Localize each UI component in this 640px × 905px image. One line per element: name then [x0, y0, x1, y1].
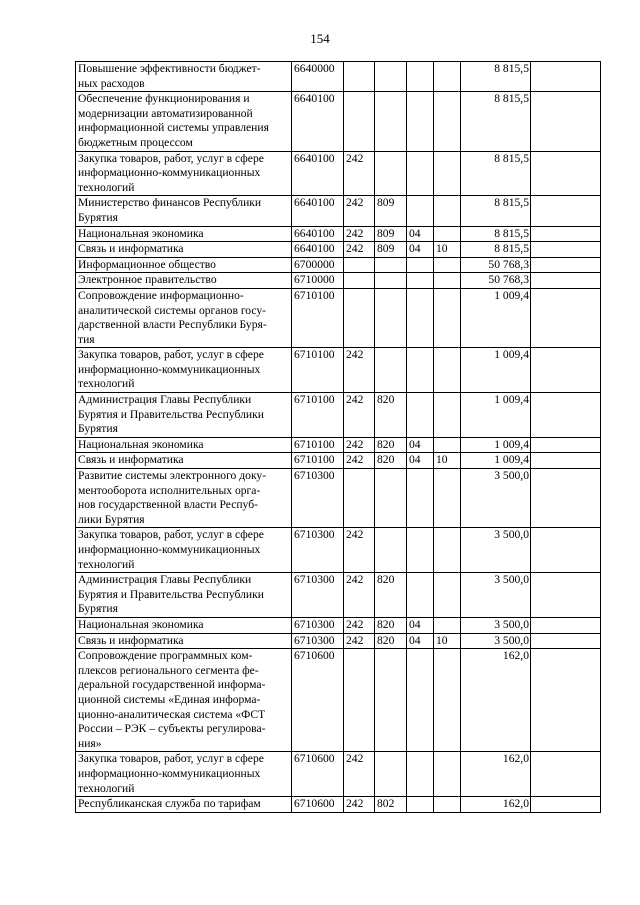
row-name-cell: Национальная экономика — [76, 617, 292, 633]
table-row — [76, 752, 601, 797]
row-rz-cell — [407, 573, 434, 618]
row-vr-cell: 242 — [344, 453, 375, 469]
row-code-cell: 6640000 — [292, 62, 344, 92]
row-name-cell: Министерство финансов Республики Бурятия — [76, 196, 292, 226]
table-row — [76, 62, 601, 92]
row-vr-cell: 242 — [344, 226, 375, 242]
row-vr-cell: 242 — [344, 242, 375, 258]
row-ved-cell — [375, 151, 407, 196]
row-sum-cell: 1 009,4 — [461, 453, 531, 469]
row-ved-cell: 809 — [375, 242, 407, 258]
row-empty-cell — [531, 257, 601, 273]
row-pr-cell — [434, 226, 461, 242]
row-sum-cell: 3 500,0 — [461, 633, 531, 649]
row-ved-cell: 809 — [375, 226, 407, 242]
row-sum-cell: 8 815,5 — [461, 92, 531, 151]
row-rz-cell — [407, 469, 434, 528]
row-vr-cell — [344, 92, 375, 151]
row-rz-cell — [407, 257, 434, 273]
row-empty-cell — [531, 649, 601, 752]
row-name-cell: Связь и информатика — [76, 633, 292, 649]
row-ved-cell — [375, 469, 407, 528]
row-sum-cell: 1 009,4 — [461, 437, 531, 453]
row-rz-cell — [407, 528, 434, 573]
table-row — [76, 437, 601, 453]
row-code-cell: 6710100 — [292, 453, 344, 469]
row-empty-cell — [531, 617, 601, 633]
row-name-cell: Национальная экономика — [76, 226, 292, 242]
row-name-cell: Национальная экономика — [76, 437, 292, 453]
row-ved-cell — [375, 288, 407, 347]
table-row — [76, 633, 601, 649]
row-sum-cell: 8 815,5 — [461, 242, 531, 258]
row-vr-cell — [344, 649, 375, 752]
row-code-cell: 6710600 — [292, 797, 344, 813]
row-pr-cell — [434, 257, 461, 273]
row-code-cell: 6640100 — [292, 242, 344, 258]
row-pr-cell — [434, 469, 461, 528]
row-empty-cell — [531, 62, 601, 92]
row-empty-cell — [531, 573, 601, 618]
row-vr-cell — [344, 62, 375, 92]
row-rz-cell — [407, 288, 434, 347]
row-ved-cell — [375, 528, 407, 573]
row-name-cell: Связь и информатика — [76, 453, 292, 469]
table-row — [76, 273, 601, 289]
row-empty-cell — [531, 242, 601, 258]
row-rz-cell — [407, 196, 434, 226]
row-pr-cell — [434, 437, 461, 453]
row-name-cell: Электронное правительство — [76, 273, 292, 289]
table-row — [76, 393, 601, 438]
row-pr-cell: 10 — [434, 242, 461, 258]
row-name-cell: Администрация Главы Республики Бурятия и Правительства Республики Бурятия — [76, 393, 292, 438]
row-name-cell: Закупка товаров, работ, услуг в сфере информационно-коммуникационных технологий — [76, 528, 292, 573]
row-vr-cell: 242 — [344, 151, 375, 196]
table-row — [76, 453, 601, 469]
row-vr-cell: 242 — [344, 393, 375, 438]
row-sum-cell: 1 009,4 — [461, 348, 531, 393]
table-row — [76, 348, 601, 393]
row-pr-cell — [434, 288, 461, 347]
row-rz-cell — [407, 393, 434, 438]
row-pr-cell — [434, 752, 461, 797]
row-ved-cell — [375, 348, 407, 393]
row-empty-cell — [531, 348, 601, 393]
row-name-cell: Связь и информатика — [76, 242, 292, 258]
table-row — [76, 257, 601, 273]
row-ved-cell — [375, 62, 407, 92]
row-vr-cell: 242 — [344, 348, 375, 393]
row-empty-cell — [531, 151, 601, 196]
table-row — [76, 617, 601, 633]
row-sum-cell: 8 815,5 — [461, 196, 531, 226]
row-vr-cell: 242 — [344, 573, 375, 618]
row-code-cell: 6710300 — [292, 528, 344, 573]
row-rz-cell — [407, 752, 434, 797]
row-code-cell: 6710300 — [292, 573, 344, 618]
row-name-cell: Развитие системы электронного доку- ментооборота исполнительных орга- нов государственной власти Респуб- лики Бурятия — [76, 469, 292, 528]
row-rz-cell — [407, 348, 434, 393]
row-name-cell: Обеспечение функционирования и модернизации автоматизированной информационной системы управления бюджетным процессом — [76, 92, 292, 151]
row-pr-cell — [434, 797, 461, 813]
row-code-cell: 6710100 — [292, 393, 344, 438]
table-row — [76, 242, 601, 258]
row-vr-cell — [344, 469, 375, 528]
row-rz-cell — [407, 62, 434, 92]
row-ved-cell — [375, 257, 407, 273]
row-code-cell: 6640100 — [292, 226, 344, 242]
row-pr-cell — [434, 649, 461, 752]
row-empty-cell — [531, 752, 601, 797]
row-rz-cell: 04 — [407, 242, 434, 258]
row-empty-cell — [531, 469, 601, 528]
row-pr-cell — [434, 348, 461, 393]
row-ved-cell: 820 — [375, 437, 407, 453]
row-code-cell: 6640100 — [292, 151, 344, 196]
row-sum-cell: 162,0 — [461, 649, 531, 752]
row-sum-cell: 3 500,0 — [461, 573, 531, 618]
row-rz-cell: 04 — [407, 453, 434, 469]
table-row — [76, 528, 601, 573]
row-sum-cell: 1 009,4 — [461, 288, 531, 347]
row-ved-cell — [375, 92, 407, 151]
row-rz-cell — [407, 273, 434, 289]
row-code-cell: 6710100 — [292, 348, 344, 393]
row-ved-cell: 820 — [375, 453, 407, 469]
row-rz-cell — [407, 92, 434, 151]
table-row — [76, 797, 601, 813]
row-ved-cell: 802 — [375, 797, 407, 813]
row-vr-cell: 242 — [344, 752, 375, 797]
row-vr-cell — [344, 288, 375, 347]
page-number: 154 — [310, 31, 330, 46]
row-pr-cell — [434, 573, 461, 618]
row-empty-cell — [531, 196, 601, 226]
row-vr-cell: 242 — [344, 196, 375, 226]
row-code-cell: 6710300 — [292, 633, 344, 649]
row-vr-cell: 242 — [344, 633, 375, 649]
row-empty-cell — [531, 273, 601, 289]
row-vr-cell — [344, 257, 375, 273]
row-ved-cell: 820 — [375, 393, 407, 438]
row-empty-cell — [531, 226, 601, 242]
table-row — [76, 469, 601, 528]
row-pr-cell — [434, 528, 461, 573]
row-empty-cell — [531, 437, 601, 453]
row-code-cell: 6640100 — [292, 196, 344, 226]
row-rz-cell — [407, 151, 434, 196]
row-code-cell: 6710600 — [292, 649, 344, 752]
row-code-cell: 6710100 — [292, 437, 344, 453]
table-row — [76, 151, 601, 196]
row-vr-cell — [344, 273, 375, 289]
row-code-cell: 6710600 — [292, 752, 344, 797]
row-name-cell: Закупка товаров, работ, услуг в сфере информационно-коммуникационных технологий — [76, 752, 292, 797]
row-empty-cell — [531, 92, 601, 151]
row-sum-cell: 8 815,5 — [461, 62, 531, 92]
row-vr-cell: 242 — [344, 437, 375, 453]
row-rz-cell — [407, 797, 434, 813]
row-ved-cell: 820 — [375, 617, 407, 633]
row-empty-cell — [531, 288, 601, 347]
row-name-cell: Сопровождение информационно- аналитической системы органов госу- дарственной власти Республики Буря- тия — [76, 288, 292, 347]
row-pr-cell — [434, 92, 461, 151]
row-pr-cell — [434, 273, 461, 289]
row-sum-cell: 8 815,5 — [461, 151, 531, 196]
row-name-cell: Закупка товаров, работ, услуг в сфере информационно-коммуникационных технологий — [76, 348, 292, 393]
row-name-cell: Сопровождение программных ком- плексов регионального сегмента фе- деральной государственной информа- ционной системы «Единая информа- ционно-аналитическая система «ФСТ России – РЭК – субъекты регулирова- ния» — [76, 649, 292, 752]
row-name-cell: Закупка товаров, работ, услуг в сфере информационно-коммуникационных технологий — [76, 151, 292, 196]
row-ved-cell — [375, 649, 407, 752]
row-ved-cell — [375, 752, 407, 797]
row-pr-cell — [434, 617, 461, 633]
row-sum-cell: 3 500,0 — [461, 469, 531, 528]
row-pr-cell — [434, 151, 461, 196]
row-vr-cell: 242 — [344, 797, 375, 813]
row-sum-cell: 50 768,3 — [461, 257, 531, 273]
row-code-cell: 6710000 — [292, 273, 344, 289]
table-row — [76, 196, 601, 226]
row-rz-cell: 04 — [407, 226, 434, 242]
row-empty-cell — [531, 528, 601, 573]
row-rz-cell: 04 — [407, 617, 434, 633]
row-name-cell: Администрация Главы Республики Бурятия и Правительства Республики Бурятия — [76, 573, 292, 618]
row-sum-cell: 8 815,5 — [461, 226, 531, 242]
row-pr-cell — [434, 393, 461, 438]
row-sum-cell: 162,0 — [461, 797, 531, 813]
table-row — [76, 226, 601, 242]
table-row — [76, 649, 601, 752]
row-empty-cell — [531, 393, 601, 438]
row-empty-cell — [531, 633, 601, 649]
row-sum-cell: 3 500,0 — [461, 528, 531, 573]
row-code-cell: 6710300 — [292, 469, 344, 528]
row-ved-cell: 809 — [375, 196, 407, 226]
budget-table — [75, 61, 601, 813]
row-code-cell: 6700000 — [292, 257, 344, 273]
row-rz-cell — [407, 649, 434, 752]
budget-table-body — [76, 62, 601, 813]
row-sum-cell: 1 009,4 — [461, 393, 531, 438]
row-code-cell: 6710100 — [292, 288, 344, 347]
table-row — [76, 573, 601, 618]
row-code-cell: 6640100 — [292, 92, 344, 151]
row-vr-cell: 242 — [344, 617, 375, 633]
row-sum-cell: 3 500,0 — [461, 617, 531, 633]
table-row — [76, 288, 601, 347]
row-pr-cell — [434, 62, 461, 92]
row-sum-cell: 50 768,3 — [461, 273, 531, 289]
row-pr-cell: 10 — [434, 633, 461, 649]
row-rz-cell: 04 — [407, 633, 434, 649]
row-code-cell: 6710300 — [292, 617, 344, 633]
row-name-cell: Республиканская служба по тарифам — [76, 797, 292, 813]
row-vr-cell: 242 — [344, 528, 375, 573]
row-name-cell: Повышение эффективности бюджет- ных расходов — [76, 62, 292, 92]
row-empty-cell — [531, 453, 601, 469]
row-ved-cell: 820 — [375, 573, 407, 618]
row-pr-cell — [434, 196, 461, 226]
row-rz-cell: 04 — [407, 437, 434, 453]
row-ved-cell — [375, 273, 407, 289]
row-ved-cell: 820 — [375, 633, 407, 649]
row-pr-cell: 10 — [434, 453, 461, 469]
row-name-cell: Информационное общество — [76, 257, 292, 273]
row-empty-cell — [531, 797, 601, 813]
row-sum-cell: 162,0 — [461, 752, 531, 797]
table-row — [76, 92, 601, 151]
